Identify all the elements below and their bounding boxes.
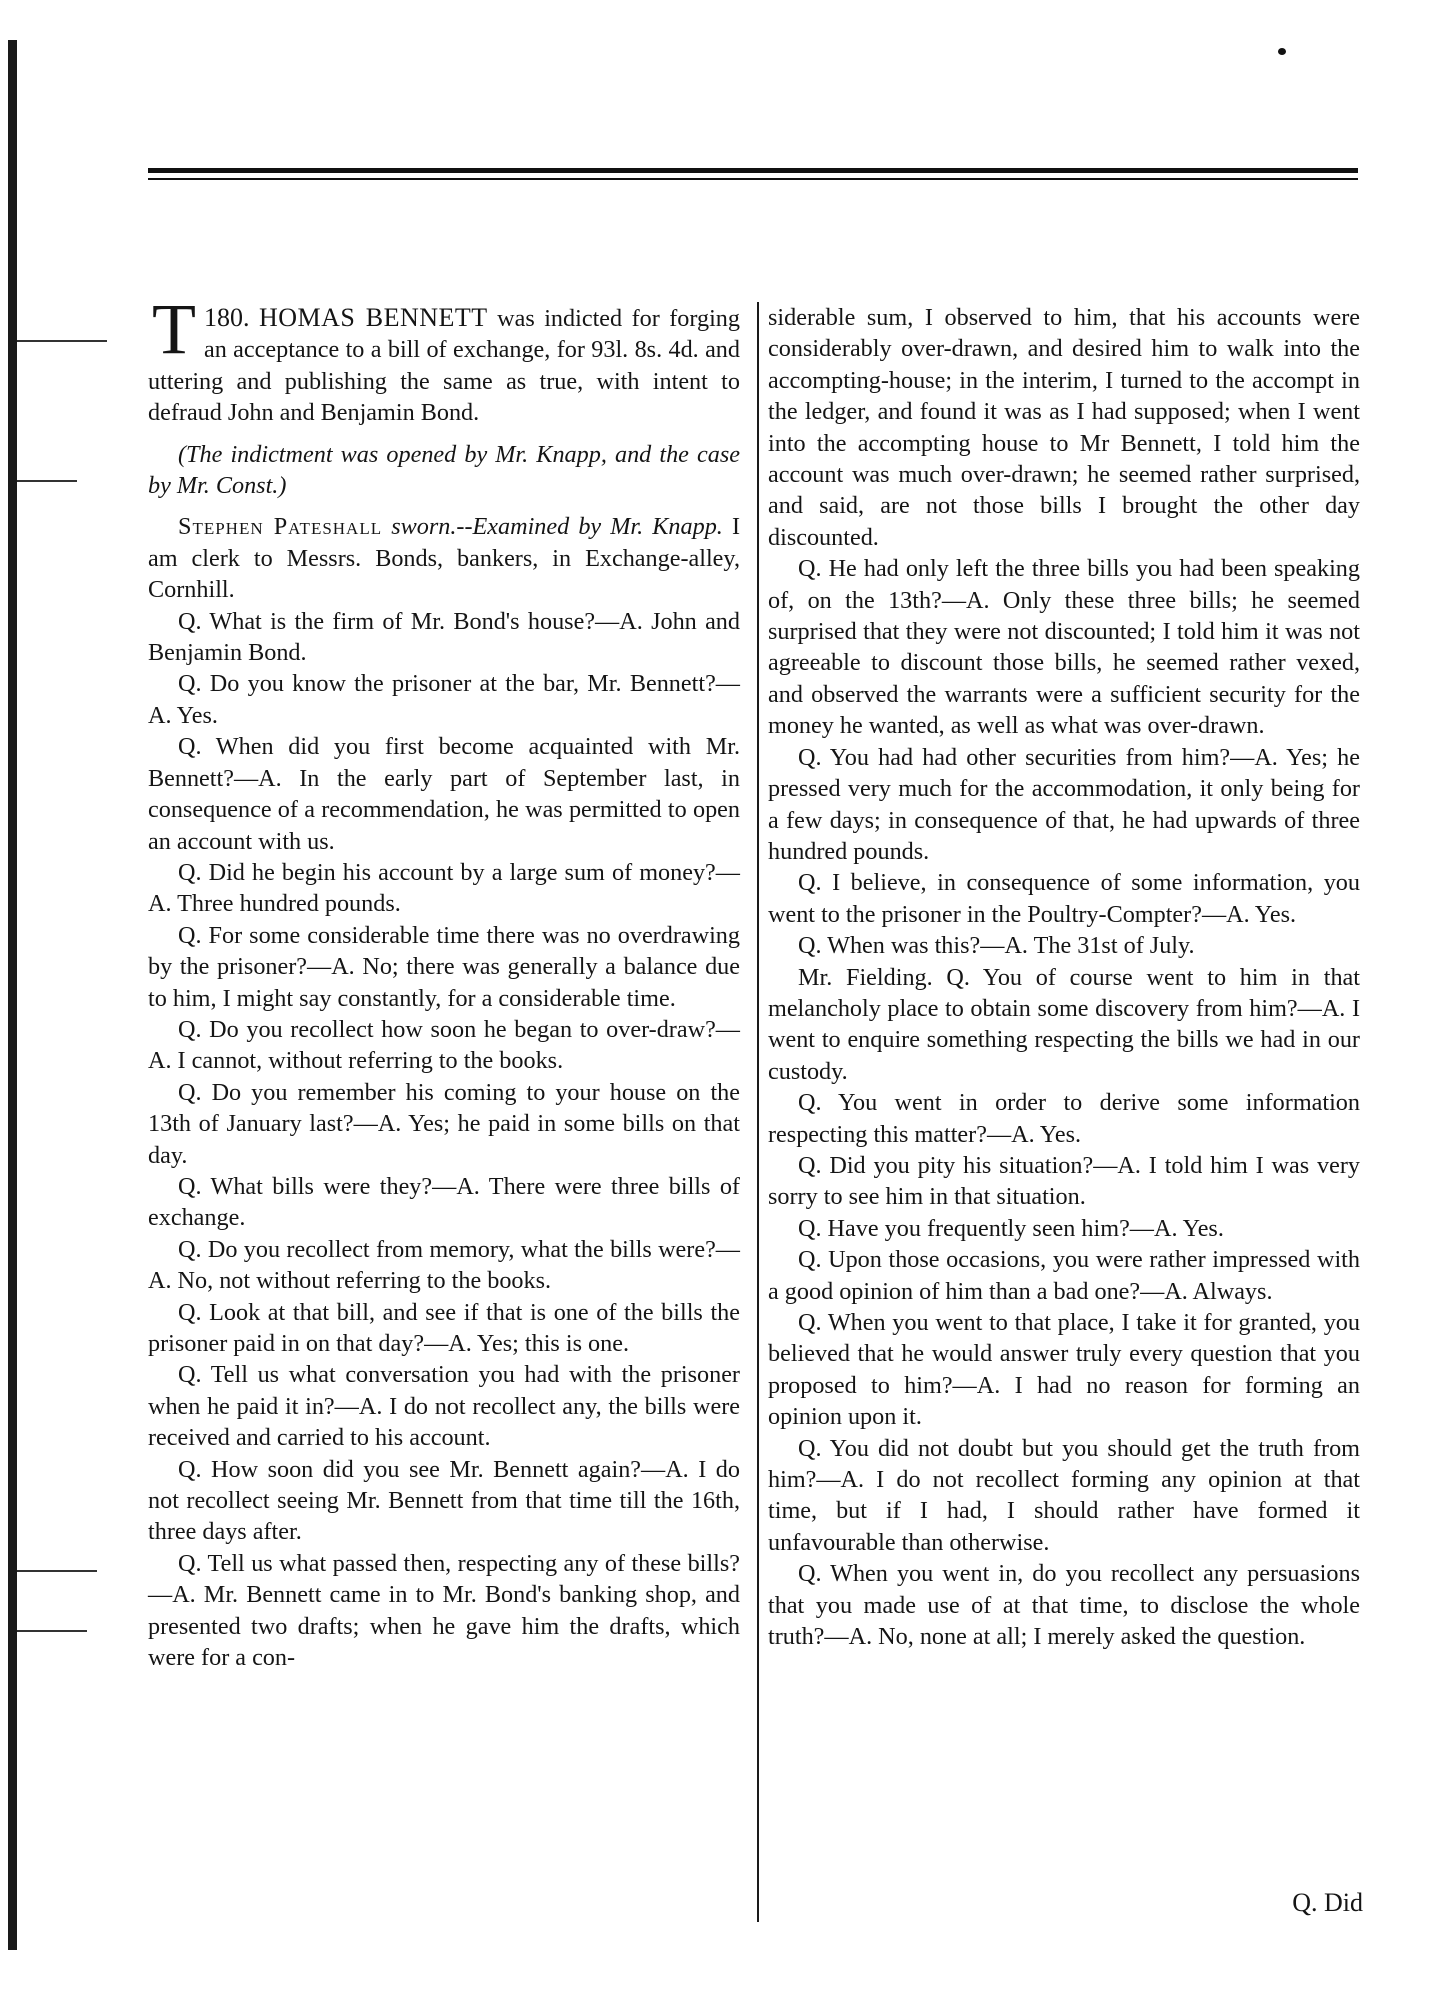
indictment-text: was indicted for forging an acceptance to a bill of exchange, for 93l. 8s. 4d. and uttering and publishing the same as true, with intent to defraud John and Benjamin Bond. xyxy=(148,305,740,427)
paragraph: Q. When was this?—A. The 31st of July. xyxy=(798,932,1195,960)
paragraph: Q. Do you recollect from memory, what the bills were?—A. No, not without referring to the books. xyxy=(148,1235,740,1295)
paragraph: Q. Did you pity his situation?—A. I told him I was very sorry to see him in that situation. xyxy=(768,1151,1360,1211)
witness-sworn: sworn.--Examined by Mr. Knapp. xyxy=(391,513,723,541)
paragraph: Q. Look at that bill, and see if that is one of the bills the prisoner paid in on that day?—A. Yes; this is one. xyxy=(148,1298,740,1357)
ink-spot xyxy=(1278,48,1286,55)
drop-cap: T xyxy=(152,289,196,369)
case-number: 180. xyxy=(203,303,250,332)
paragraph: Q. Do you remember his coming to your house on the 13th of January last?—A. Yes; he paid in some bills on that day. xyxy=(148,1078,740,1169)
case-heading xyxy=(148,289,740,429)
header-rule-thin xyxy=(148,178,1358,180)
paragraph: Q. Do you recollect how soon he began to over-draw?—A. I cannot, without referring to the books. xyxy=(148,1015,740,1075)
paragraph: Q. You went in order to derive some information respecting this matter?—A. Yes. xyxy=(768,1089,1360,1148)
book-spine-edge xyxy=(8,40,17,1950)
paragraph: Q. I believe, in consequence of some information, you went to the prisoner in the Poultry-Compter?—A. Yes. xyxy=(768,869,1360,928)
witness-intro xyxy=(148,511,740,605)
paragraph: Q. How soon did you see Mr. Bennett again?—A. I do not recollect seeing Mr. Bennett from that time till the 16th, three days after. xyxy=(148,1455,740,1546)
catchword: Q. Did xyxy=(1292,1888,1363,1917)
paragraph: Q. Tell us what passed then, respecting any of these bills?—A. Mr. Bennett came in to Mr. Bond's banking shop, and presented two drafts; when he gave him the drafts, which were for a con- xyxy=(148,1549,740,1672)
paragraph: Q. Have you frequently seen him?—A. Yes. xyxy=(798,1214,1224,1242)
paragraph: Q. You had had other securities from him?—A. Yes; he pressed very much for the accommodation, it only being for a few days; in consequence of that, he had upwards of three hundred pounds. xyxy=(768,743,1360,865)
paragraph: Q. Upon those occasions, you were rather impressed with a good opinion of him than a bad one?—A. Always. xyxy=(768,1246,1360,1305)
right-column xyxy=(768,302,1360,1652)
header-rule xyxy=(148,168,1358,173)
opening-note: (The indictment was opened by Mr. Knapp, and the case by Mr. Const.) xyxy=(148,440,740,500)
paragraph: Q. When did you first become acquainted with Mr. Bennett?—A. In the early part of September last, in consequence of a recommendation, he was permitted to open an account with us. xyxy=(148,733,740,855)
witness-name: Stephen Pateshall xyxy=(178,513,383,541)
paragraph: Q. What bills were they?—A. There were three bills of exchange. xyxy=(148,1172,740,1232)
paragraph: Q. You did not doubt but you should get the truth from him?—A. I do not recollect forming any opinion at that time, but if I had, I should rather have formed it unfavourable than otherwise. xyxy=(768,1434,1360,1556)
paragraph: Q. When you went in, do you recollect any persuasions that you made use of at that time, to disclose the whole truth?—A. No, none at all; I merely asked the question. xyxy=(768,1560,1360,1651)
paragraph: Q. When you went to that place, I take it for granted, you believed that he would answer truly every question that you proposed to him?—A. I had no reason for forming an opinion upon it. xyxy=(768,1309,1360,1431)
witness-first-statement: I am clerk to Messrs. Bonds, bankers, in Exchange-alley, Cornhill. xyxy=(148,513,741,604)
paragraph: Q. What is the firm of Mr. Bond's house?—A. John and Benjamin Bond. xyxy=(148,607,740,667)
paragraph: Q. Do you know the prisoner at the bar, Mr. Bennett?—A. Yes. xyxy=(148,670,740,729)
paragraph: Mr. Fielding. Q. You of course went to him in that melancholy place to obtain some discovery from him?—A. I went to enquire something respecting the bills we had in our custody. xyxy=(768,963,1360,1085)
paragraph: Q. Did he begin his account by a large sum of money?—A. Three hundred pounds. xyxy=(148,858,740,918)
column-divider xyxy=(757,302,759,1922)
left-column xyxy=(148,289,741,1673)
paragraph: Q. For some considerable time there was no overdrawing by the prisoner?—A. No; there was generally a balance due to him, I might say constantly, for a considerable time. xyxy=(148,921,740,1012)
paragraph: siderable sum, I observed to him, that his accounts were considerably over-drawn, and desired him to walk into the accompting-house; in the interim, I turned to the accompt in the ledger, and found it was as I had supposed; when I went into the accompting house to Mr Bennett, I told him the account was much over-drawn; he seemed rather surprised, and said, are not those bills I brought the other day discounted. xyxy=(768,304,1360,551)
defendant-name: HOMAS BENNETT xyxy=(258,303,488,332)
paragraph: Q. He had only left the three bills you had been speaking of, on the 13th?—A. Only these three bills; he seemed surprised that they were not discounted; I told him it was not agreeable to discount those bills, he seemed rather vexed, and observed the warrants were a sufficient security for the money he wanted, as well as what was over-drawn. xyxy=(768,555,1360,740)
paragraph: Q. Tell us what conversation you had with the prisoner when he paid it in?—A. I do not recollect any, the bills were received and carried to his account. xyxy=(148,1361,740,1452)
